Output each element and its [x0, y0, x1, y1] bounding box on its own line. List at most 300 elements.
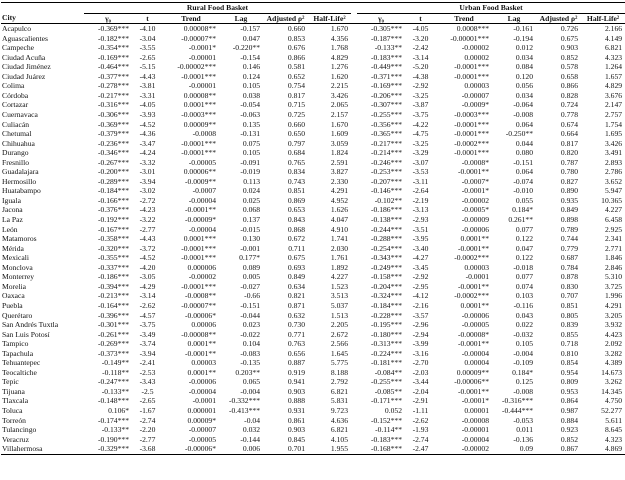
table-cell: -2.65 [139, 52, 156, 62]
city-cell: Campeche [2, 43, 35, 53]
table-cell: -0.00006 [188, 377, 216, 387]
table-cell: -2.93 [412, 215, 429, 225]
table-cell: -0.0001*** [454, 148, 489, 158]
table-row [1, 167, 625, 177]
table-cell: -0.244*** [370, 224, 402, 234]
table-cell: -0.0009* [461, 100, 489, 110]
table-cell: -3.16 [412, 348, 429, 358]
table-cell: -0.254*** [370, 243, 402, 253]
table-cell: -0.085** [374, 386, 402, 396]
table-cell: 2.672 [330, 329, 348, 339]
table-cell: -0.183*** [370, 434, 402, 444]
city-cell: Colima [2, 81, 25, 91]
table-cell: 0.120 [515, 71, 533, 81]
table-cell: -0.00008** [181, 329, 216, 339]
table-cell: -0.0001** [457, 281, 489, 291]
col-header-urban-gamma0: γ₀ [357, 13, 405, 24]
table-cell: -0.320*** [97, 243, 129, 253]
table-cell: 0.778 [560, 110, 578, 120]
table-cell: 0.055 [515, 195, 533, 205]
table-cell: 3.652 [604, 176, 623, 186]
city-cell: Puebla [2, 300, 23, 310]
table-cell: -0.220** [232, 43, 260, 53]
table-cell: 2.757 [604, 110, 623, 120]
table-cell: -3.49 [139, 329, 156, 339]
col-header-urban-trend: Trend [436, 13, 492, 24]
table-cell: -0.04 [244, 415, 260, 425]
table-cell: -0.135 [240, 358, 260, 368]
col-header-rural-adj-rho2: Adjusted ρ² [263, 13, 308, 24]
table-cell: -3.87 [412, 100, 429, 110]
table-cell: -0.236*** [97, 138, 129, 148]
city-cell: Tulancingo [2, 425, 37, 435]
table-cell: -0.00006** [454, 377, 489, 387]
city-cell: Cortazar [2, 100, 29, 110]
table-cell: -0.152*** [370, 415, 402, 425]
table-cell: -4.43 [139, 234, 156, 244]
table-cell: -0.054 [240, 100, 260, 110]
table-cell: 1.276 [330, 62, 348, 72]
table-cell: 0.00009* [187, 415, 216, 425]
table-cell: -0.249*** [370, 262, 402, 272]
table-cell: -3.40 [412, 243, 429, 253]
table-cell: -3.31 [139, 90, 156, 100]
table-row [1, 139, 625, 149]
table-cell: 0.077 [515, 224, 533, 234]
table-row [1, 349, 625, 359]
table-row [1, 91, 625, 101]
table-cell: 0.687 [560, 253, 578, 263]
table-cell: -0.204*** [370, 281, 402, 291]
table-cell: 0.00009** [456, 367, 489, 377]
group-header-row [1, 3, 625, 14]
table-cell: 0.00003 [191, 358, 216, 368]
table-cell: -2.77 [139, 224, 156, 234]
table-cell: 4.423 [604, 329, 623, 339]
table-cell: -3.25 [412, 90, 429, 100]
table-cell: 0.00003 [464, 81, 489, 91]
city-cell: Acapulco [2, 24, 32, 34]
city-cell: Aguascalientes [2, 33, 48, 43]
city-cell: Veracruz [2, 434, 29, 444]
col-header-city: City [1, 13, 84, 24]
table-row [1, 81, 625, 91]
table-cell: -0.332*** [228, 396, 260, 406]
table-cell: 0.744 [560, 234, 578, 244]
table-cell: 0.878 [560, 272, 578, 282]
table-cell: 0.000006 [187, 262, 216, 272]
table-cell: -1.93 [412, 425, 429, 435]
table-cell: -0.180*** [370, 329, 402, 339]
table-cell: -0.0003*** [454, 110, 489, 120]
table-cell: 0.00008** [183, 24, 216, 34]
table-cell: -3.57 [412, 310, 429, 320]
table-cell: 4.636 [330, 415, 348, 425]
table-cell: -2.91 [412, 396, 429, 406]
table-cell: 1.523 [330, 281, 348, 291]
table-cell: 0.849 [560, 205, 578, 215]
city-cell: Jacona [2, 205, 23, 215]
table-cell: 0.038 [242, 90, 260, 100]
table-cell: 0.660 [287, 24, 305, 34]
table-cell: -0.0007* [461, 176, 489, 186]
table-cell: 0.184* [512, 367, 533, 377]
table-cell: 0.676 [287, 43, 305, 53]
table-cell: 4.291 [604, 300, 623, 310]
table-row [1, 53, 625, 63]
table-cell: -0.118** [102, 367, 129, 377]
results-table [1, 2, 625, 455]
city-cell: Chihuahua [2, 138, 35, 148]
table-cell: 0.903 [287, 425, 305, 435]
table-cell: 4.227 [604, 205, 623, 215]
table-cell: 0.00002 [464, 52, 489, 62]
table-cell: -3.32 [139, 157, 156, 167]
table-cell: -0.289*** [97, 176, 129, 186]
table-cell: 0.044 [515, 138, 533, 148]
table-cell: -0.00008 [461, 415, 489, 425]
table-row [1, 358, 625, 368]
table-cell: 0.077 [515, 272, 533, 282]
city-cell: Iguala [2, 195, 21, 205]
table-cell: 2.147 [604, 100, 623, 110]
table-cell: -3.11 [412, 176, 429, 186]
table-cell: 0.743 [287, 176, 305, 186]
col-header-rural-trend: Trend [163, 13, 219, 24]
table-cell: 3.491 [604, 148, 623, 158]
table-cell: -0.138*** [370, 215, 402, 225]
table-row [1, 320, 625, 330]
table-cell: -0.324*** [370, 291, 402, 301]
table-cell: -0.169*** [370, 81, 402, 91]
table-cell: -0.307*** [370, 100, 402, 110]
table-cell: 3.059 [330, 138, 348, 148]
table-cell: 3.262 [604, 377, 623, 387]
table-cell: -0.053 [513, 415, 533, 425]
table-cell: -0.00002 [461, 195, 489, 205]
table-cell: -4.20 [139, 262, 156, 272]
city-cell: La Paz [2, 215, 23, 225]
table-cell: -0.00009 [461, 215, 489, 225]
table-cell: -0.305*** [370, 24, 402, 34]
table-cell: 4.829 [604, 81, 623, 91]
table-cell: -0.00004 [188, 195, 216, 205]
table-row [1, 72, 625, 82]
table-cell: 1.824 [330, 148, 348, 158]
table-cell: -0.131 [240, 129, 260, 139]
table-row [1, 330, 625, 340]
table-cell: -3.99 [412, 339, 429, 349]
table-cell: 3.676 [604, 90, 623, 100]
table-cell: -2.19 [412, 195, 429, 205]
table-cell: 0.854 [560, 358, 578, 368]
table-cell: 0.725 [287, 110, 305, 120]
table-cell: 0.765 [287, 157, 305, 167]
table-cell: -0.114** [375, 425, 402, 435]
col-header-urban-half-life: Half-Life² [581, 13, 625, 24]
table-cell: 0.884 [560, 415, 578, 425]
table-cell: -0.182*** [97, 33, 129, 43]
table-cell: -0.149** [101, 358, 129, 368]
table-cell: -3.68 [132, 444, 163, 454]
city-cell: Tampico [2, 339, 29, 349]
table-cell: 5.775 [330, 358, 348, 368]
table-cell: 4.105 [330, 434, 348, 444]
table-cell: 0.730 [287, 320, 305, 330]
table-cell: -0.0001** [184, 348, 216, 358]
table-cell: -0.091 [240, 157, 260, 167]
table-cell: -0.0001** [457, 386, 489, 396]
table-cell: 6.458 [604, 215, 623, 225]
table-cell: 0.022 [515, 320, 533, 330]
table-cell: -0.0002*** [454, 138, 489, 148]
table-cell: -0.0002*** [454, 291, 489, 301]
table-cell: 0.660 [287, 119, 305, 129]
table-cell: 0.034 [515, 90, 533, 100]
table-cell: -4.52 [139, 119, 156, 129]
city-cell: Mexicali [2, 253, 29, 263]
table-cell: 0.843 [287, 215, 305, 225]
table-cell: 2.846 [604, 262, 623, 272]
table-cell: -0.00007 [461, 90, 489, 100]
table-cell: -2.53 [139, 367, 156, 377]
table-cell: -0.004 [240, 386, 260, 396]
city-cell: Mérida [2, 243, 24, 253]
table-cell: 0.122 [515, 253, 533, 263]
table-cell: 1.955 [308, 444, 351, 454]
table-cell: 1.513 [330, 310, 348, 320]
table-cell: -0.102** [374, 195, 402, 205]
table-cell: -2.74 [412, 434, 429, 444]
table-cell: -0.00009* [184, 215, 216, 225]
table-cell: -3.14 [412, 52, 429, 62]
table-cell: 0.941 [287, 377, 305, 387]
table-cell: -0.355*** [97, 253, 129, 263]
table-cell: 2.205 [330, 320, 348, 330]
table-cell: 0.006 [219, 444, 263, 454]
table-cell: -0.253*** [370, 167, 402, 177]
table-cell: -0.0001*** [454, 71, 489, 81]
table-cell: -0.0001*** [181, 281, 216, 291]
table-cell: 2.215 [330, 81, 348, 91]
table-row [1, 110, 625, 120]
table-cell: 0.869 [287, 195, 305, 205]
table-cell: -3.45 [412, 262, 429, 272]
table-cell: -2.62 [139, 300, 156, 310]
table-cell: -0.022 [240, 329, 260, 339]
table-cell: -4.29 [139, 281, 156, 291]
table-cell: 0.0001*** [183, 100, 216, 110]
table-cell: -0.369*** [97, 24, 129, 34]
table-cell: -2.42 [412, 43, 429, 53]
table-cell: -0.00001*** [450, 33, 489, 43]
city-cell: León [2, 224, 18, 234]
table-cell: -0.306*** [97, 110, 129, 120]
table-cell: -0.354*** [97, 43, 129, 53]
table-cell: -3.51 [412, 224, 429, 234]
table-cell: -0.0001** [457, 339, 489, 349]
rural-group-header: Rural Food Basket [84, 3, 351, 14]
city-cell: Chetumal [2, 129, 32, 139]
table-cell: 0.953 [560, 386, 578, 396]
table-cell: 0.00001 [464, 405, 489, 415]
table-cell: -0.00004 [188, 224, 216, 234]
table-cell: -3.72 [139, 243, 156, 253]
table-cell: -3.75 [412, 110, 429, 120]
table-cell: -2.92 [412, 272, 429, 282]
city-cell: Oaxaca [2, 291, 25, 301]
city-cell: Teocaltiche [2, 367, 37, 377]
table-cell: 0.866 [560, 81, 578, 91]
table-cell: -0.0008** [184, 291, 216, 301]
table-cell: 0.047 [242, 33, 260, 43]
table-cell: -0.146*** [370, 186, 402, 196]
table-cell: 0.656 [287, 348, 305, 358]
table-cell: -2.94 [412, 329, 429, 339]
table-cell: -0.0001*** [181, 148, 216, 158]
table-cell: 1.620 [330, 71, 348, 81]
table-cell: 0.828 [560, 90, 578, 100]
table-cell: -0.169*** [97, 52, 129, 62]
table-cell: -0.171*** [370, 396, 402, 406]
table-cell: -0.192*** [97, 215, 129, 225]
table-cell: -0.213*** [97, 291, 129, 301]
table-cell: 0.935 [560, 195, 578, 205]
table-cell: -4.43 [139, 71, 156, 81]
table-cell: -3.14 [139, 291, 156, 301]
table-cell: -0.371*** [370, 71, 402, 81]
table-cell: 2.166 [604, 24, 623, 34]
table-cell: 0.632 [287, 310, 305, 320]
table-row [1, 129, 625, 139]
table-body [1, 24, 625, 455]
table-cell: 2.566 [330, 339, 348, 349]
table-row [1, 311, 625, 321]
table-cell: -0.133** [101, 386, 129, 396]
table-cell: 0.0001** [187, 367, 216, 377]
city-cell: San Andrés Tuxtla [2, 320, 59, 330]
table-cell: 9.723 [330, 405, 348, 415]
table-cell: -0.151 [240, 300, 260, 310]
table-cell: 0.830 [560, 281, 578, 291]
table-cell: -2.5 [141, 386, 154, 396]
table-cell: -2.74 [139, 415, 156, 425]
col-header-urban-adj-rho2: Adjusted ρ² [536, 13, 581, 24]
table-cell: 2.591 [330, 157, 348, 167]
table-cell: -0.133** [374, 43, 402, 53]
table-cell: -0.200*** [97, 167, 129, 177]
table-cell: -0.187*** [370, 33, 402, 43]
table-cell: -0.00006* [163, 444, 219, 454]
table-cell: -0.00008* [457, 329, 489, 339]
table-cell: -3.05 [139, 272, 156, 282]
table-cell: -0.183*** [370, 52, 402, 62]
table-cell: -0.032 [513, 329, 533, 339]
table-cell: -0.0002*** [454, 253, 489, 263]
table-cell: 2.925 [604, 224, 623, 234]
results-table-wrapper [1, 2, 623, 455]
table-row [1, 282, 625, 292]
table-cell: 0.00006** [183, 167, 216, 177]
table-cell: 0.104 [242, 339, 260, 349]
table-cell: 0.0001** [460, 300, 489, 310]
table-cell: 0.124 [242, 71, 260, 81]
table-cell: -4.22 [412, 119, 429, 129]
col-header-urban-lag: Lag [492, 13, 536, 24]
table-cell: -0.0001*** [181, 71, 216, 81]
table-cell: 0.867 [536, 444, 581, 454]
table-row [1, 196, 625, 206]
table-cell: 0.650 [287, 129, 305, 139]
table-cell: -1.11 [412, 405, 429, 415]
table-row [1, 272, 625, 282]
table-cell: 0.866 [287, 52, 305, 62]
table-cell: 3.827 [330, 167, 348, 177]
table-cell: 1.645 [330, 348, 348, 358]
table-cell: -0.316*** [501, 396, 533, 406]
table-cell: 0.130 [242, 234, 260, 244]
table-cell: 3.205 [604, 310, 623, 320]
table-cell: 0.052 [384, 405, 402, 415]
table-cell: 2.157 [330, 110, 348, 120]
table-cell: -0.00005 [188, 157, 216, 167]
table-cell: -0.00007** [181, 33, 216, 43]
table-cell: -0.148*** [97, 396, 129, 406]
table-cell: 0.849 [287, 272, 305, 282]
table-row [1, 177, 625, 187]
table-cell: 2.341 [604, 234, 623, 244]
city-cell: Huatabampo [2, 186, 41, 196]
table-cell: -0.0001 [465, 272, 489, 282]
table-cell: 0.011 [516, 425, 533, 435]
table-cell: -0.186*** [370, 205, 402, 215]
city-cell: Monterrey [2, 272, 35, 282]
table-cell: 0.684 [287, 148, 305, 158]
table-cell: 0.00004 [464, 358, 489, 368]
table-cell: -4.57 [139, 310, 156, 320]
table-cell: -0.0001*** [181, 243, 216, 253]
table-cell: -0.0001 [192, 396, 216, 406]
table-cell: -0.195*** [370, 320, 402, 330]
table-cell: -0.00007** [181, 300, 216, 310]
table-cell: -0.396*** [97, 310, 129, 320]
table-row [1, 120, 625, 130]
table-cell: 0.715 [287, 100, 305, 110]
table-cell: 0.043 [515, 310, 533, 320]
table-cell: 10.365 [601, 195, 623, 205]
table-cell: 5.611 [605, 415, 623, 425]
table-cell: 0.726 [560, 24, 578, 34]
table-cell: 0.675 [560, 33, 578, 43]
city-cell: Culiacán [2, 119, 29, 129]
city-cell: San Luis Potosí [2, 329, 50, 339]
table-cell: 4.291 [330, 186, 348, 196]
table-cell: -0.217*** [370, 138, 402, 148]
table-cell: 1.609 [330, 129, 348, 139]
table-cell: 0.261** [508, 215, 533, 225]
table-cell: 0.084 [515, 62, 533, 72]
city-cell: Torreón [2, 415, 26, 425]
table-row [1, 291, 625, 301]
table-cell: -0.174*** [97, 415, 129, 425]
table-cell: -0.164*** [97, 300, 129, 310]
table-cell: 0.672 [287, 234, 305, 244]
table-cell: 0.809 [560, 377, 578, 387]
table-cell: -0.167*** [97, 224, 129, 234]
table-cell: -2.04 [412, 386, 429, 396]
table-cell: -0.161 [513, 24, 533, 34]
table-cell: -0.255*** [370, 377, 402, 387]
